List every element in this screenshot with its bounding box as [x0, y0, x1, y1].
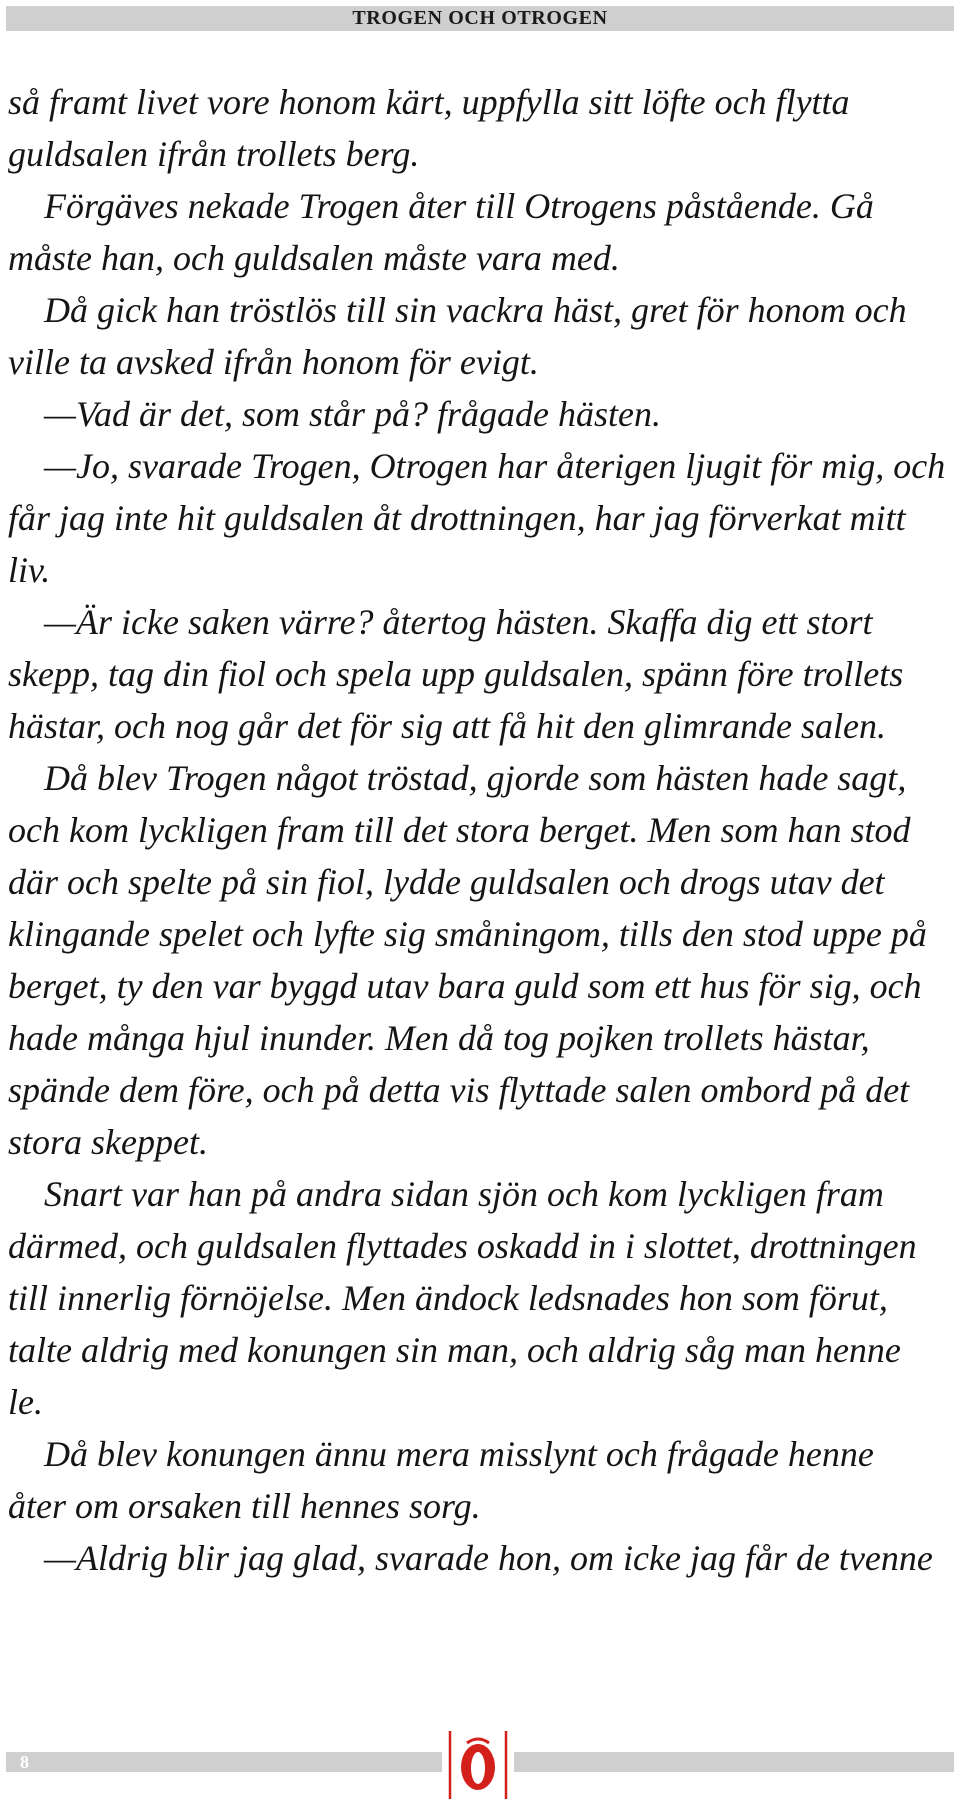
text-line: liv. [8, 550, 51, 590]
text-line: talte aldrig med konungen sin man, och aldrig såg man henne [8, 1330, 901, 1370]
text-line: —Vad är det, som står på? frågade hästen. [44, 394, 662, 434]
publisher-o-logo-icon [442, 1731, 514, 1799]
text-line: hade många hjul inunder. Men då tog pojken trollets hästar, [8, 1018, 870, 1058]
text-line: guldsalen ifrån trollets berg. [8, 134, 420, 174]
text-line: därmed, och guldsalen flyttades oskadd in i slottet, drottningen [8, 1226, 917, 1266]
text-line: ville ta avsked ifrån honom för evigt. [8, 342, 539, 382]
text-line: Snart var han på andra sidan sjön och kom lyckligen fram [44, 1174, 884, 1214]
text-line: skepp, tag din fiol och spela upp guldsalen, spänn före trollets [8, 654, 904, 694]
text-line: hästar, och nog går det för sig att få hit den glimrande salen. [8, 706, 886, 746]
page-number: 8 [20, 1752, 29, 1772]
text-line: le. [8, 1382, 43, 1422]
text-line: åter om orsaken till hennes sorg. [8, 1486, 481, 1526]
text-line: —Jo, svarade Trogen, Otrogen har återigen ljugit för mig, och [44, 446, 946, 486]
text-line: måste han, och guldsalen måste vara med. [8, 238, 620, 278]
text-line: där och spelte på sin fiol, lydde guldsalen och drogs utav det [8, 862, 885, 902]
text-line: så framt livet vore honom kärt, uppfylla sitt löfte och flytta [8, 82, 850, 122]
running-header-bar [6, 6, 954, 31]
text-line: får jag inte hit guldsalen åt drottningen, har jag förverkat mitt [8, 498, 906, 538]
text-line: spände dem före, och på detta vis flyttade salen ombord på det [8, 1070, 910, 1110]
text-line: stora skeppet. [8, 1122, 208, 1162]
text-line: och kom lyckligen fram till det stora berget. Men som han stod [8, 810, 911, 850]
text-line: —Aldrig blir jag glad, svarade hon, om icke jag får de tvenne [44, 1538, 933, 1578]
text-line: Då blev Trogen något tröstad, gjorde som hästen hade sagt, [44, 758, 907, 798]
text-line: Då blev konungen ännu mera misslynt och frågade henne [44, 1434, 874, 1474]
text-line: berget, ty den var byggd utav bara guld som ett hus för sig, och [8, 966, 922, 1006]
text-line: klingande spelet och lyfte sig småningom, tills den stod uppe på [8, 914, 927, 954]
text-line: Förgäves nekade Trogen åter till Otrogens påstående. Gå [44, 186, 874, 226]
text-line: —Är icke saken värre? återtog hästen. Skaffa dig ett stort [44, 602, 873, 642]
text-line: Då gick han tröstlös till sin vackra häst, gret för honom och [44, 290, 907, 330]
text-line: till innerlig förnöjelse. Men ändock ledsnades hon som förut, [8, 1278, 888, 1318]
running-header-title: TROGEN OCH OTROGEN [352, 7, 608, 29]
page-body-text [8, 76, 954, 1584]
